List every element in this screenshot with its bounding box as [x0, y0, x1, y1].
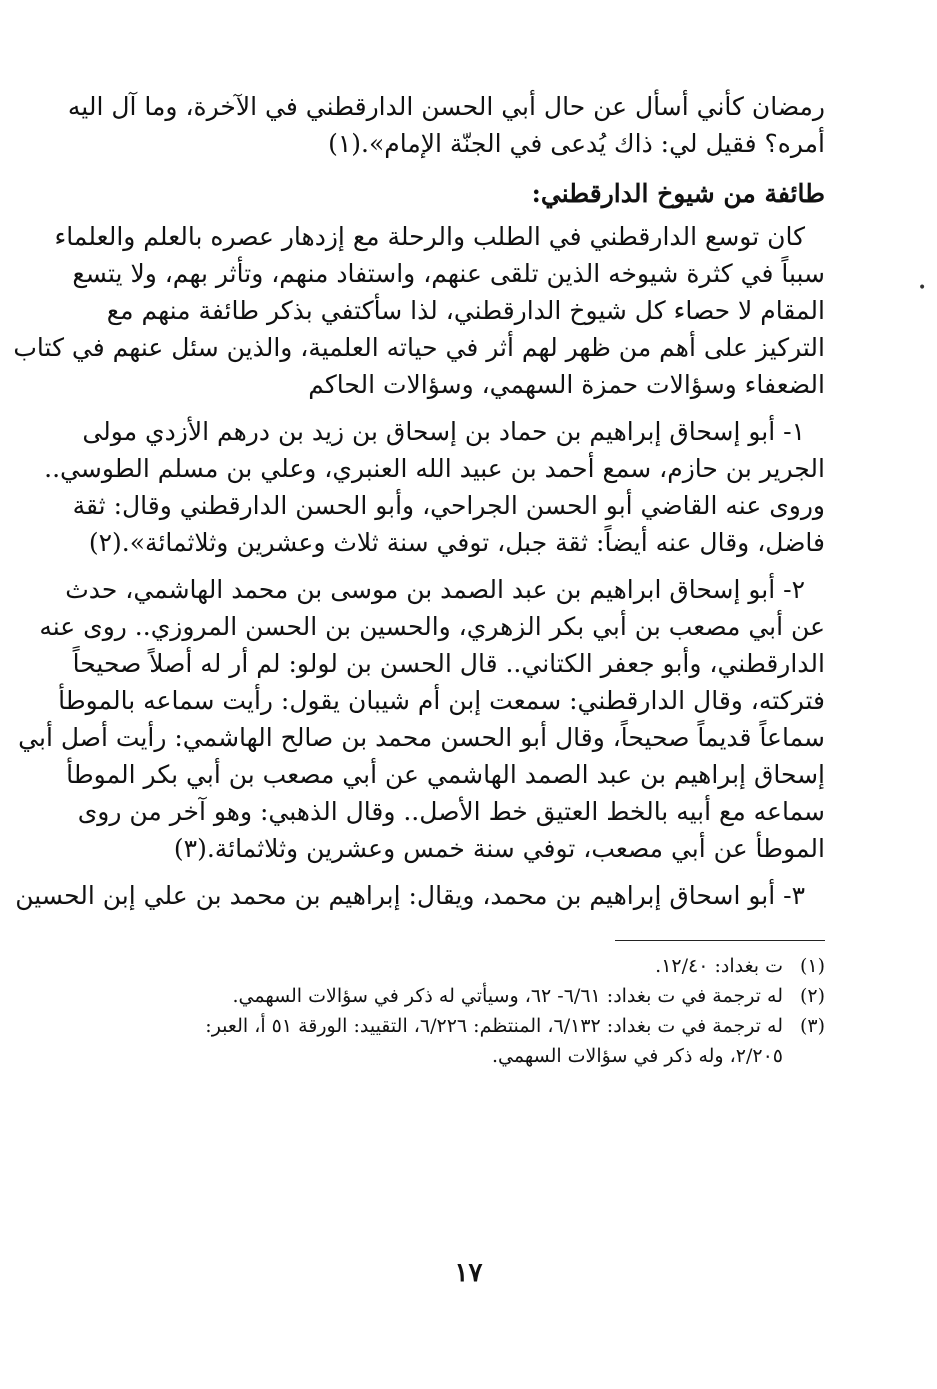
- footnotes: [95, 951, 825, 1071]
- text-line: عن أبي مصعب بن أبي بكر الزهري، والحسين بن الحسن المروزي.. روى عنه: [39, 612, 825, 641]
- footnote-text: ت بغداد: ١٢/٤٠.: [655, 955, 783, 977]
- text-line: الضعفاء وسؤالات حمزة السهمي، وسؤالات الحاكم: [308, 370, 825, 399]
- text-line: ٢- أبو إسحاق ابراهيم بن عبد الصمد بن موسى بن محمد الهاشمي، حدث: [65, 575, 805, 604]
- footnote-text: له ترجمة في ت بغداد: ٦/٦١- ٦٢، وسيأتي له ذكر في سؤالات السهمي.: [232, 985, 783, 1007]
- footnote-number: (٣): [799, 1015, 825, 1037]
- entry-1: [44, 413, 825, 561]
- entry-3: [15, 877, 825, 914]
- text-line: ٣- أبو اسحاق إبراهيم بن محمد، ويقال: إبراهيم بن محمد بن علي إبن الحسين: [15, 881, 805, 910]
- footnote-text: له ترجمة في ت بغداد: ٦/١٣٢، المنتظم: ٦/٢٢٦، التقييد: الورقة ٥١ أ، العبر:: [205, 1015, 783, 1037]
- text-line: كان توسع الدارقطني في الطلب والرحلة مع إزدهار عصره بالعلم والعلماء: [54, 222, 805, 251]
- section-heading: طائفة من شيوخ الدارقطني:: [531, 179, 825, 208]
- footnote-divider: [615, 940, 825, 941]
- section-paragraph: [13, 218, 825, 403]
- page-number: ١٧: [454, 1258, 483, 1288]
- text-line: الموطأ عن أبي مصعب، توفي سنة خمس وعشرين وثلاثمائة.(٣): [173, 834, 825, 863]
- footnote: [95, 1011, 825, 1041]
- intro-paragraph: [67, 88, 825, 162]
- text-line: الجرير بن حازم، سمع أحمد بن عبيد الله العنبري، وعلي بن مسلم الطوسي..: [44, 454, 825, 483]
- page-body: [13, 88, 825, 1071]
- entry-2: [18, 571, 825, 867]
- text-line: التركيز على أهم من ظهر لهم أثر في حياته العلمية، والذين سئل عنهم في كتاب: [13, 333, 825, 362]
- text-line: المقام لا حصاء كل شيوخ الدارقطني، لذا سأكتفي بذكر طائفة منهم مع: [106, 296, 825, 325]
- footnote-number: (٢): [799, 985, 825, 1007]
- text-line: رمضان كأني أسأل عن حال أبي الحسن الدارقطني في الآخرة، وما آل اليه: [67, 92, 825, 121]
- text-line: الدارقطني، وأبو جعفر الكتاني.. قال الحسن بن لولو: لم أر له أصلاً صحيحاً: [72, 649, 825, 678]
- text-line: سبباً في كثرة شيوخه الذين تلقى عنهم، واستفاد منهم، وتأثر بهم، ولا يتسع: [72, 259, 825, 288]
- text-line: أمره؟ فقيل لي: ذاك يُدعى في الجنّة الإمام».(١): [328, 129, 825, 158]
- text-line: سماعه مع أبيه بالخط العتيق خط الأصل.. وقال الذهبي: وهو آخر من روى: [77, 797, 825, 826]
- text-line: إسحاق إبراهيم بن عبد الصمد الهاشمي عن أبي مصعب بن أبي بكر الموطأ: [66, 760, 825, 789]
- text-line: وروى عنه القاضي أبو الحسن الجراحي، وأبو الحسن الدارقطني وقال: ثقة: [72, 491, 825, 520]
- footnote-number: (١): [799, 955, 825, 977]
- text-line: فتركته، وقال الدارقطني: سمعت إبن أم شيبان يقول: رأيت سماعه بالموطأ: [58, 686, 825, 715]
- text-line: فاضل، وقال عنه أيضاً: ثقة جبل، توفي سنة ثلاث وعشرين وثلاثمائة».(٢): [88, 528, 825, 557]
- footnote-continuation: ٢/٢٠٥، وله ذكر في سؤالات السهمي.: [492, 1045, 783, 1067]
- text-line: سماعاً قديماً صحيحاً، وقال أبو الحسن محمد بن صالح الهاشمي: رأيت أصل أبي: [18, 723, 825, 752]
- text-line: ١- أبو إسحاق إبراهيم بن حماد بن إسحاق بن زيد بن درهم الأزدي مولى: [82, 417, 805, 446]
- footnote: [95, 981, 825, 1011]
- margin-mark: •: [918, 280, 927, 296]
- footnote: [95, 951, 825, 981]
